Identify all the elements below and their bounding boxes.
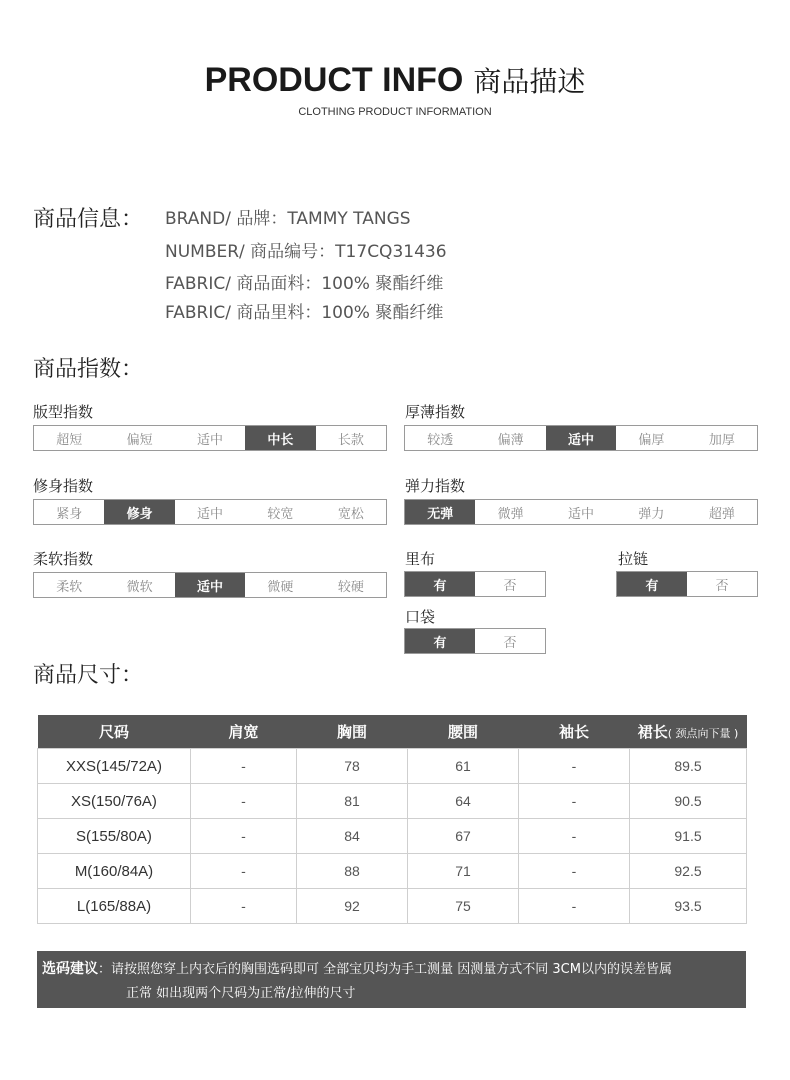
cell-bust: 88 <box>297 854 408 889</box>
softness-option: 微软 <box>126 579 153 595</box>
header-waist: 腰围 <box>408 715 519 749</box>
cell-skirt-length: 93.5 <box>630 889 747 924</box>
cell-shoulder: - <box>191 889 297 924</box>
zipper-scale <box>616 571 758 597</box>
cell-waist: 64 <box>408 784 519 819</box>
softness-option-selected: 适中 <box>175 573 245 597</box>
cell-size: XS(150/76A) <box>38 784 191 819</box>
cell-waist: 67 <box>408 819 519 854</box>
cell-sleeve: - <box>519 784 630 819</box>
thickness-index-label: 厚薄指数 <box>405 403 466 421</box>
info-lining-fabric: FABRIC/ 商品里料：100% 聚酯纤维 <box>165 303 444 323</box>
zipper-label: 拉链 <box>618 550 649 568</box>
slim-option: 较宽 <box>267 506 294 522</box>
fit-index-label: 版型指数 <box>33 403 94 421</box>
size-table <box>37 715 747 924</box>
cell-waist: 61 <box>408 749 519 784</box>
header-skirt-length <box>630 715 747 749</box>
lining-option-selected: 有 <box>405 572 475 596</box>
size-advice-lead: 选码建议 <box>42 961 98 977</box>
stretch-option-selected: 无弹 <box>405 500 475 524</box>
size-advice-line2: 正常 如出现两个尺码为正常/拉伸的尺寸 <box>126 986 356 1001</box>
page-subtitle: CLOTHING PRODUCT INFORMATION <box>298 106 492 118</box>
header-skirt-length-text: 裙长 <box>637 723 668 741</box>
cell-skirt-length: 89.5 <box>630 749 747 784</box>
slim-index-scale <box>33 499 387 525</box>
cell-size: L(165/88A) <box>38 889 191 924</box>
title-chinese: 商品描述 <box>473 65 586 98</box>
thickness-option: 加厚 <box>708 432 735 448</box>
table-row <box>38 854 747 889</box>
slim-index-label: 修身指数 <box>33 477 94 495</box>
cell-skirt-length: 90.5 <box>630 784 747 819</box>
stretch-index-label: 弹力指数 <box>405 477 466 495</box>
header-bust: 胸围 <box>297 715 408 749</box>
cell-shoulder: - <box>191 749 297 784</box>
softness-option: 微硬 <box>267 579 294 595</box>
indices-label: 商品指数： <box>33 357 144 382</box>
lining-option: 否 <box>503 578 517 594</box>
fit-option: 适中 <box>197 432 224 448</box>
cell-shoulder: - <box>191 819 297 854</box>
slim-option: 适中 <box>197 506 224 522</box>
cell-sleeve: - <box>519 889 630 924</box>
cell-size: S(155/80A) <box>38 819 191 854</box>
header-skirt-length-note: ( 颈点向下量 ) <box>667 727 739 740</box>
cell-sleeve: - <box>519 854 630 889</box>
fit-option: 长款 <box>337 432 364 448</box>
cell-waist: 75 <box>408 889 519 924</box>
pocket-scale <box>404 628 546 654</box>
cell-skirt-length: 91.5 <box>630 819 747 854</box>
cell-bust: 84 <box>297 819 408 854</box>
lining-label: 里布 <box>405 550 436 568</box>
cell-bust: 92 <box>297 889 408 924</box>
size-advice-line1: ：请按照您穿上内衣后的胸围选码即可 全部宝贝均为手工测量 因测量方式不同 3CM以内的误差皆属 <box>98 962 672 977</box>
table-row <box>38 784 747 819</box>
slim-option: 宽松 <box>337 506 364 522</box>
info-number: NUMBER/ 商品编号：T17CQ31436 <box>165 242 447 262</box>
header-size: 尺码 <box>38 715 191 749</box>
stretch-index-scale <box>404 499 758 525</box>
pocket-label: 口袋 <box>405 608 436 626</box>
thickness-option: 偏薄 <box>497 432 524 448</box>
header-shoulder: 肩宽 <box>191 715 297 749</box>
info-fabric: FABRIC/ 商品面料：100% 聚酯纤维 <box>165 274 444 294</box>
table-row <box>38 889 747 924</box>
cell-bust: 78 <box>297 749 408 784</box>
thickness-option: 偏厚 <box>638 432 665 448</box>
cell-size: XXS(145/72A) <box>38 749 191 784</box>
page-title <box>0 60 790 100</box>
size-table-header <box>38 715 747 749</box>
cell-shoulder: - <box>191 854 297 889</box>
cell-bust: 81 <box>297 784 408 819</box>
table-row <box>38 749 747 784</box>
stretch-option: 微弹 <box>497 506 524 522</box>
thickness-option-selected: 适中 <box>546 426 616 450</box>
zipper-option-selected: 有 <box>617 572 687 596</box>
fit-option: 超短 <box>56 432 83 448</box>
softness-option: 较硬 <box>337 579 364 595</box>
cell-shoulder: - <box>191 784 297 819</box>
header-sleeve: 袖长 <box>519 715 630 749</box>
cell-sleeve: - <box>519 819 630 854</box>
cell-waist: 71 <box>408 854 519 889</box>
stretch-option: 适中 <box>568 506 595 522</box>
pocket-option-selected: 有 <box>405 629 475 653</box>
table-row <box>38 819 747 854</box>
title-english: PRODUCT INFO <box>204 61 464 99</box>
cell-skirt-length: 92.5 <box>630 854 747 889</box>
softness-index-label: 柔软指数 <box>33 550 94 568</box>
lining-scale <box>404 571 546 597</box>
size-advice <box>37 951 746 1008</box>
fit-option-selected: 中长 <box>245 426 315 450</box>
zipper-option: 否 <box>715 578 729 594</box>
cell-size: M(160/84A) <box>38 854 191 889</box>
softness-index-scale <box>33 572 387 598</box>
stretch-option: 超弹 <box>708 506 735 522</box>
fit-index-scale <box>33 425 387 451</box>
thickness-index-scale <box>404 425 758 451</box>
info-brand: BRAND/ 品牌：TAMMY TANGS <box>165 209 411 229</box>
stretch-option: 弹力 <box>638 506 665 522</box>
thickness-option: 较透 <box>427 432 454 448</box>
softness-option: 柔软 <box>56 579 83 595</box>
slim-option-selected: 修身 <box>104 500 174 524</box>
product-info-label: 商品信息： <box>33 207 144 232</box>
cell-sleeve: - <box>519 749 630 784</box>
size-label: 商品尺寸： <box>33 663 144 688</box>
pocket-option: 否 <box>503 635 517 651</box>
fit-option: 偏短 <box>126 432 153 448</box>
slim-option: 紧身 <box>56 506 83 522</box>
